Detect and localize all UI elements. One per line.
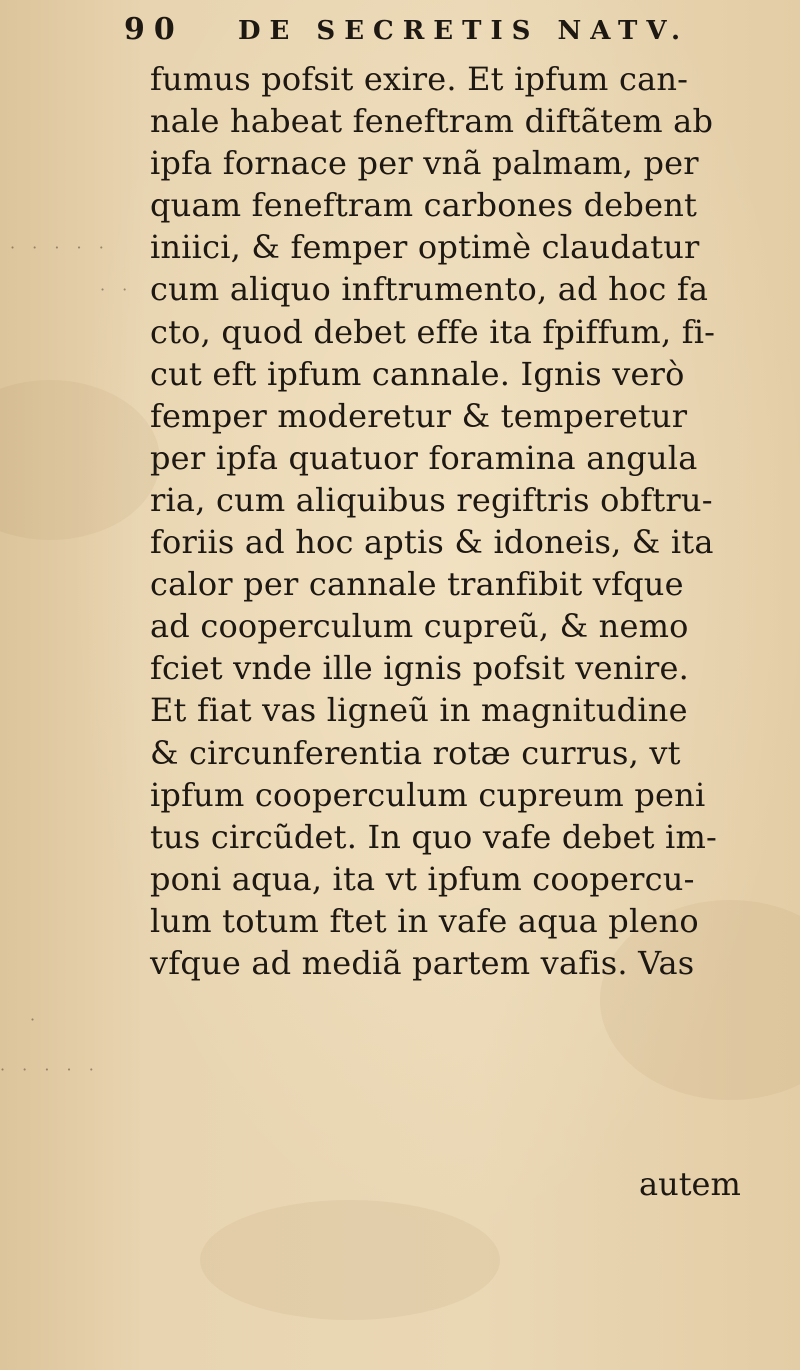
paper-stain [0, 380, 160, 540]
text-line: femper moderetur & temperetur [150, 396, 688, 435]
text-line: ipfa fornace per vnã palmam, per [150, 144, 699, 183]
bleed-through-marks: · · [100, 280, 134, 299]
text-line: ipfum cooperculum cupreum peni [150, 775, 706, 814]
text-line: foriis ad hoc aptis & idoneis, & ita [150, 523, 714, 562]
text-line: cut eft ipfum cannale. Ignis verò [150, 354, 685, 393]
bleed-through-marks: · [30, 1010, 42, 1029]
text-line: ria, cum aliquibus regiftris obftru- [150, 480, 713, 519]
text-line: fumus pofsit exire. Et ipfum can- [150, 60, 689, 98]
text-line: quam feneftram carbones debent [150, 186, 698, 225]
text-line: per ipfa quatuor foramina angula [150, 438, 698, 477]
text-line: Et fiat vas ligneũ in magnitudine [150, 691, 688, 730]
running-title: DE SECRETIS NATV. [238, 16, 690, 46]
bleed-through-marks: · · · · · [10, 238, 110, 257]
text-line: fciet vnde ille ignis pofsit venire. [150, 649, 689, 688]
text-line: cum aliquo inftrumento, ad hoc fa [150, 270, 709, 309]
text-line: & circunferentia rotæ currus, vt [150, 733, 681, 772]
text-line: ad cooperculum cupreũ, & nemo [150, 607, 689, 646]
text-line: poni aqua, ita vt ipfum coopercu- [150, 859, 695, 898]
body-text [150, 58, 775, 984]
folio-number: 90 [124, 12, 184, 47]
text-line: lum totum ftet in vafe aqua pleno [150, 901, 699, 940]
text-line: tus circũdet. In quo vafe debet im- [150, 817, 717, 856]
text-line: nale habeat feneftram diftãtem ab [150, 102, 714, 141]
text-line: vfque ad mediã partem vafis. Vas [150, 943, 695, 982]
text-line: calor per cannale tranfibit vfque [150, 565, 684, 604]
text-line: cto, quod debet effe ita fpiffum, fi- [150, 312, 716, 351]
text-line: iniici, & femper optimè claudatur [150, 228, 700, 267]
catchword: autem [639, 1165, 741, 1203]
page-header [118, 4, 718, 50]
paper-stain [200, 1200, 500, 1320]
bleed-through-marks: · · · · · [0, 1060, 100, 1079]
